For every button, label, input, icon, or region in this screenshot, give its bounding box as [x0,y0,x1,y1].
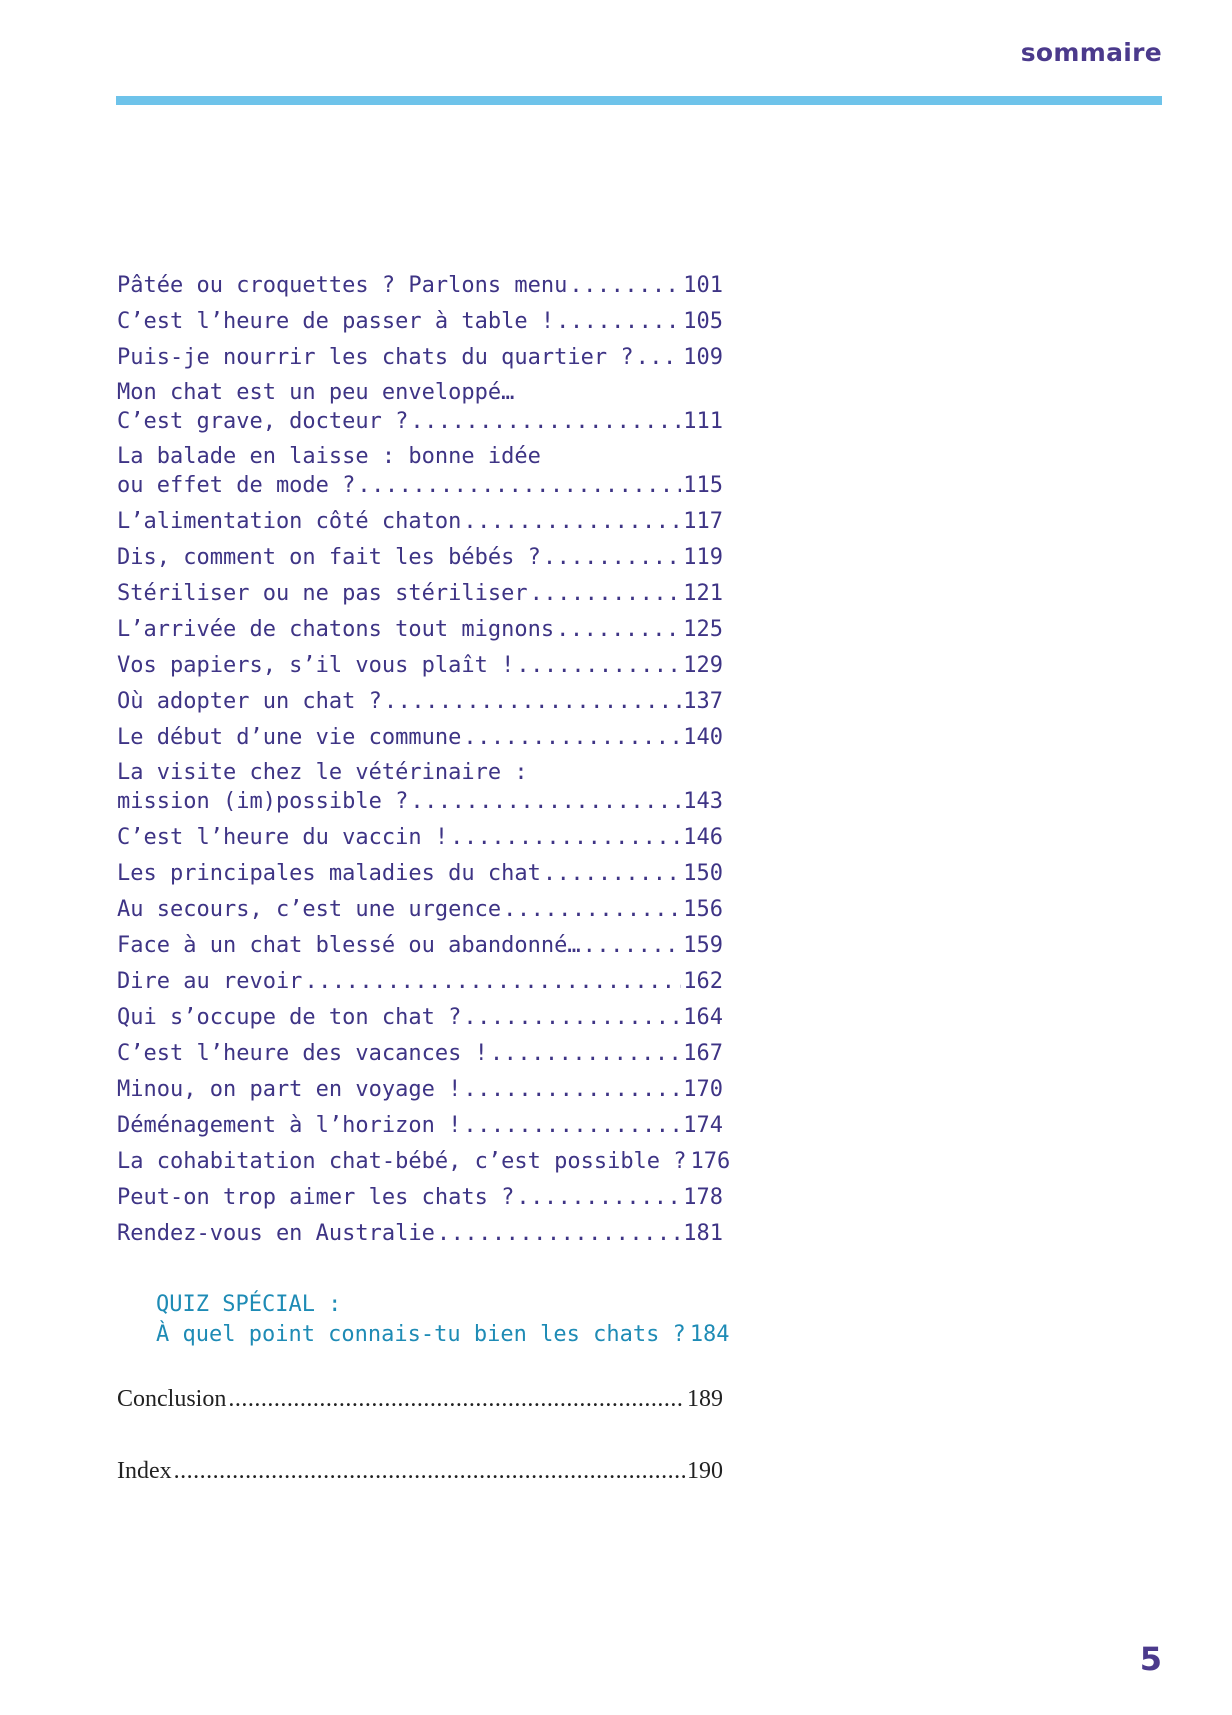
toc-entry[interactable] [117,967,723,997]
index-page: 190 [687,1458,723,1484]
toc-entry-label: L’arrivée de chatons tout mignons [117,617,555,642]
leader-dots [503,895,681,925]
toc-entry-page: 109 [683,345,723,370]
toc-entry[interactable] [117,343,723,373]
leader-dots [516,651,681,681]
toc-entry-label: Stériliser ou ne pas stériliser [117,581,528,606]
leader-dots [463,1075,681,1105]
toc-entry[interactable] [117,823,723,853]
leader-dots [463,1111,681,1141]
toc-entry-conclusion[interactable] [117,1384,723,1414]
toc-entry[interactable] [117,1003,723,1033]
toc-entry-label: La visite chez le vétérinaire : [117,760,528,785]
quiz-subtitle: À quel point connais-tu bien les chats ? [156,1322,686,1347]
toc-entry-label: Le début d’une vie commune [117,725,462,750]
toc-entry-page: 156 [683,897,723,922]
conclusion-label: Conclusion [117,1386,227,1412]
toc-entry-label: Dire au revoir [117,969,303,994]
leader-dots [556,615,681,645]
leader-dots [530,579,682,609]
toc-entry-label: Vos papiers, s’il vous plaît ! [117,653,515,678]
toc-entry-page: 146 [683,825,723,850]
toc-entry-page: 101 [683,273,723,298]
leader-dots [543,543,681,573]
toc-entry[interactable] [117,579,723,609]
toc-entry-page: 174 [683,1113,723,1138]
leader-dots [463,507,681,537]
conclusion-page: 189 [687,1386,723,1412]
toc-entry-page: 159 [683,933,723,958]
quiz-title: QUIZ SPÉCIAL : [156,1292,342,1317]
running-header-title: sommaire [1020,38,1162,67]
toc-entry-label: Dis, comment on fait les bébés ? [117,545,541,570]
quiz-page: 184 [689,1322,730,1347]
toc-entry-label: Rendez-vous en Australie [117,1221,435,1246]
toc-entry[interactable] [117,379,723,437]
leader-dots [174,1456,685,1486]
leader-dots [228,1384,685,1414]
toc-entry-quiz[interactable] [156,1290,730,1350]
toc-entry-label: L’alimentation côté chaton [117,509,462,534]
toc-entry[interactable] [117,895,723,925]
toc-entry[interactable] [117,615,723,645]
leader-dots [384,687,681,717]
leader-dots [437,1219,681,1249]
toc-entry[interactable] [117,271,723,301]
toc-entry-label: Face à un chat blessé ou abandonné… [117,933,581,958]
header-rule [116,96,1162,105]
toc-entry-label: Minou, on part en voyage ! [117,1077,462,1102]
leader-dots [357,471,681,501]
leader-dots [569,271,681,301]
toc-entry-page: 125 [683,617,723,642]
toc-entry-page: 111 [683,409,723,434]
toc-entry-label: Pâtée ou croquettes ? Parlons menu [117,273,568,298]
toc-entry[interactable] [117,507,723,537]
toc-entry[interactable] [117,1147,731,1177]
toc-entry-page: 119 [683,545,723,570]
toc-entry-label: Où adopter un chat ? [117,689,382,714]
toc-entry-page: 150 [683,861,723,886]
leader-dots [543,859,681,889]
toc-entry-page: 162 [683,969,723,994]
leader-dots [450,823,681,853]
toc-entry[interactable] [117,1219,723,1249]
leader-dots [636,343,682,373]
toc-entry[interactable] [117,1183,723,1213]
toc-entry[interactable] [117,543,723,573]
leader-dots [410,787,681,817]
toc-entry[interactable] [117,651,723,681]
leader-dots [463,723,681,753]
leader-dots [583,931,682,961]
toc-entry-label: C’est grave, docteur ? [117,409,409,434]
toc-entry-label: La cohabitation chat-bébé, c’est possible ? [117,1149,687,1174]
toc-entry-label: C’est l’heure de passer à table ! [117,309,555,334]
toc-entry-label: mission (im)possible ? [117,789,409,814]
leader-dots [490,1039,681,1069]
toc-entry-label: Déménagement à l’horizon ! [117,1113,462,1138]
toc-entry-label: La balade en laisse : bonne idée [117,444,541,469]
leader-dots [410,407,681,437]
toc-entry-label: Mon chat est un peu enveloppé… [117,380,515,405]
toc-entry[interactable] [117,1111,723,1141]
toc-entry[interactable] [117,931,723,961]
leader-dots [556,307,681,337]
leader-dots [304,967,681,997]
toc-entry[interactable] [117,759,723,817]
toc-entry[interactable] [117,723,723,753]
toc-entry-page: 115 [683,473,723,498]
toc-entry-page: 129 [683,653,723,678]
toc-entry-page: 181 [683,1221,723,1246]
leader-dots [516,1183,681,1213]
toc-entry-page: 117 [683,509,723,534]
toc-entry-label: Au secours, c’est une urgence [117,897,502,922]
toc-entry-label: C’est l’heure du vaccin ! [117,825,449,850]
toc-entry-index[interactable] [117,1456,723,1486]
toc-entry-page: 176 [690,1149,731,1174]
toc-entry[interactable] [117,1039,723,1069]
toc-entry-page: 137 [683,689,723,714]
toc-entry[interactable] [117,307,723,337]
toc-entry-page: 164 [683,1005,723,1030]
toc-entry-label: Les principales maladies du chat [117,861,541,886]
toc-entry-page: 121 [683,581,723,606]
toc-entry-label: C’est l’heure des vacances ! [117,1041,488,1066]
page-number: 5 [1139,1640,1162,1678]
toc-entry[interactable] [117,443,723,501]
toc-entry-page: 170 [683,1077,723,1102]
table-of-contents [117,271,731,1255]
toc-entry-label: Peut-on trop aimer les chats ? [117,1185,515,1210]
index-label: Index [117,1458,172,1484]
toc-entry-page: 167 [683,1041,723,1066]
toc-entry[interactable] [117,1075,723,1105]
toc-entry-label: ou effet de mode ? [117,473,356,498]
toc-entry-page: 178 [683,1185,723,1210]
toc-entry-label: Puis-je nourrir les chats du quartier ? [117,345,634,370]
leader-dots [463,1003,681,1033]
toc-entry-page: 105 [683,309,723,334]
toc-entry-label: Qui s’occupe de ton chat ? [117,1005,462,1030]
toc-entry[interactable] [117,687,723,717]
toc-entry[interactable] [117,859,723,889]
toc-entry-page: 140 [683,725,723,750]
toc-entry-page: 143 [683,789,723,814]
